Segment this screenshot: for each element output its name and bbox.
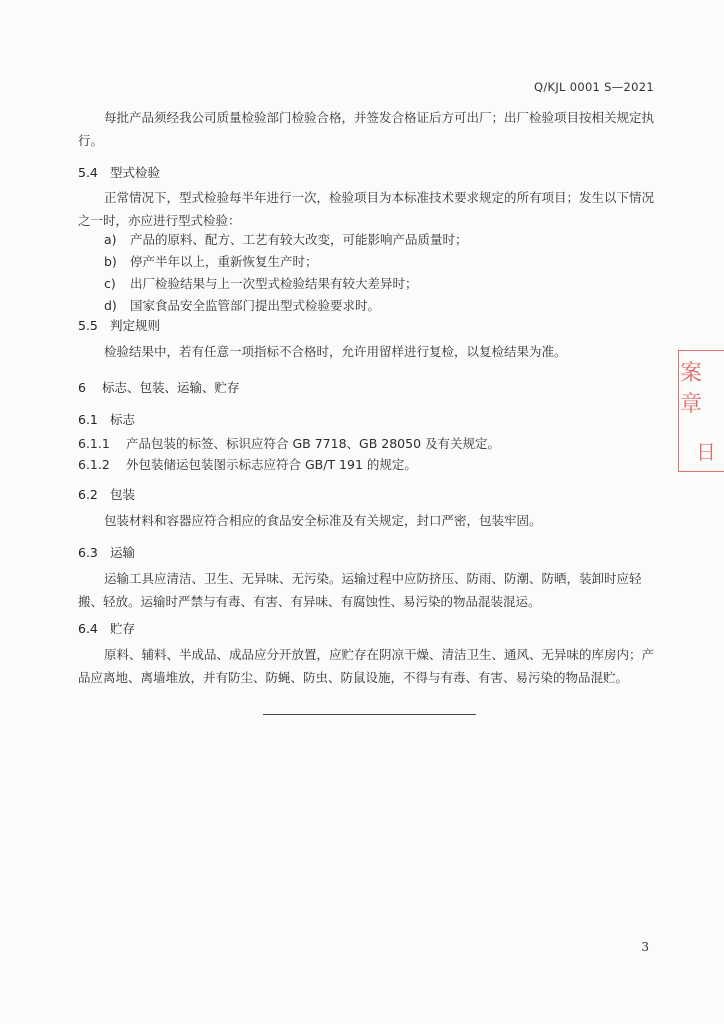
section-title: 包装 (110, 487, 136, 502)
section-title: 标志 (110, 412, 136, 427)
section-number: 5.4 (78, 165, 98, 180)
section-6-1-heading (78, 410, 135, 430)
list-marker: d) (104, 298, 117, 313)
section-number: 6.3 (78, 545, 98, 560)
list-item (104, 252, 318, 272)
section-6-4-body: 原料、辅料、半成品、成品应分开放置，应贮存在阴凉干燥、清洁卫生、通风、无异味的库房内；产品应离地、离墙堆放，并有防尘、防蝇、防虫、防鼠设施，不得与有毒、有害、易污染的物品混贮。 (78, 647, 655, 685)
section-title: 标志、包装、运输、贮存 (102, 380, 240, 395)
clause-text: 产品包装的标签、标识应符合 GB 7718、GB 28050 及有关规定。 (126, 436, 500, 451)
list-text: 出厂检验结果与上一次型式检验结果有较大差异时； (130, 276, 418, 291)
section-5-5-body: 检验结果中，若有任意一项指标不合格时，允许用留样进行复检，以复检结果为准。 (104, 344, 567, 359)
list-text: 国家食品安全监管部门提出型式检验要求时。 (130, 298, 381, 313)
clause-text: 外包装储运包装图示标志应符合 GB/T 191 的规定。 (126, 457, 417, 472)
end-rule (263, 714, 476, 715)
section-6-2-heading (78, 485, 135, 505)
section-6-2-body: 包装材料和容器应符合相应的食品安全标准及有关规定，封口严密，包装牢固。 (104, 513, 542, 528)
list-marker: a) (104, 232, 117, 247)
clause-6-1-2 (78, 455, 417, 475)
clause-number: 6.1.2 (78, 457, 110, 472)
clause-6-1-1 (78, 434, 500, 454)
list-text: 产品的原料、配方、工艺有较大改变，可能影响产品质量时； (130, 232, 468, 247)
section-6-3-body: 运输工具应清洁、卫生、无异味、无污染。运输过程中应防挤压、防雨、防潮、防晒，装卸时应轻搬、轻放。运输时严禁与有毒、有害、有异味、有腐蚀性、易污染的物品混装混运。 (78, 571, 642, 609)
document-code: Q/KJL 0001 S—2021 (533, 80, 654, 94)
list-marker: b) (104, 254, 117, 269)
list-marker: c) (104, 276, 116, 291)
list-item (104, 230, 468, 250)
clause-number: 6.1.1 (78, 436, 110, 451)
seal-stamp-text: 案章 (680, 361, 704, 417)
seal-stamp-text-date: 日 (696, 440, 716, 464)
section-5-4-heading (78, 163, 160, 183)
list-item (104, 296, 380, 316)
list-text: 停产半年以上，重新恢复生产时； (130, 254, 318, 269)
section-title: 型式检验 (110, 165, 161, 180)
section-title: 运输 (110, 545, 136, 560)
section-6-4-heading (78, 619, 135, 639)
section-5-5-heading (78, 316, 160, 336)
section-number: 6.2 (78, 487, 98, 502)
page-number: 3 (641, 940, 649, 954)
section-number: 5.5 (78, 318, 98, 333)
section-6-3-heading (78, 543, 135, 563)
section-5-4-body: 正常情况下，型式检验每半年进行一次，检验项目为本标准技术要求规定的所有项目；发生以下情况之一时，亦应进行型式检验： (78, 190, 655, 228)
list-item (104, 274, 418, 294)
section-number: 6.4 (78, 621, 98, 636)
intro-paragraph: 每批产品须经我公司质量检验部门检验合格，并签发合格证后方可出厂；出厂检验项目按相关规定执行。 (78, 110, 655, 148)
section-number: 6.1 (78, 412, 98, 427)
section-6-heading (78, 378, 240, 398)
section-number: 6 (78, 380, 86, 395)
section-title: 贮存 (110, 621, 136, 636)
section-title: 判定规则 (110, 318, 161, 333)
